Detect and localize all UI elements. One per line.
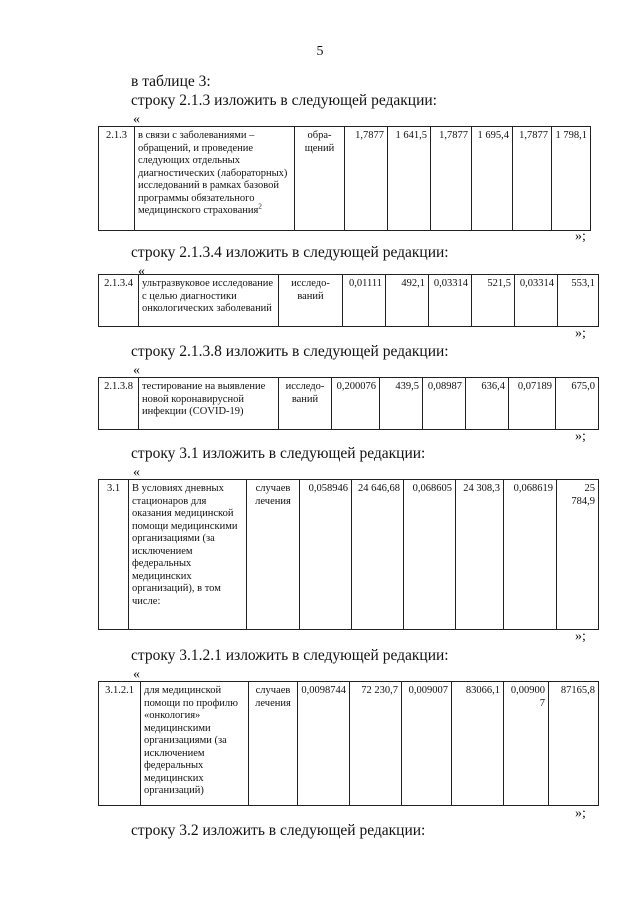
table-row-2-1-3-8 bbox=[98, 377, 599, 430]
open-quote: « bbox=[133, 112, 140, 127]
row-name: В условиях дневных стационаров для оказания медицинской помощи медицинскими организациями (за исключением федеральных медицинских организаций), в том числе: bbox=[129, 480, 247, 630]
table-row-2-1-3-4 bbox=[98, 274, 599, 327]
row-unit: случаев лечения bbox=[249, 682, 298, 806]
row-code: 3.1.2.1 bbox=[99, 682, 141, 806]
value-4: 636,4 bbox=[466, 378, 509, 430]
value-1: 0,058946 bbox=[300, 480, 352, 630]
value-4: 83066,1 bbox=[452, 682, 504, 806]
value-4: 521,5 bbox=[472, 275, 515, 327]
heading-2-1-3-4: строку 2.1.3.4 изложить в следующей редакции: bbox=[131, 244, 449, 261]
row-name: ультразвуковое исследование с целью диагностики онкологических заболеваний bbox=[139, 275, 279, 327]
table-row-3-1-2-1 bbox=[98, 681, 599, 806]
value-6: 25 784,9 bbox=[557, 480, 599, 630]
value-6: 553,1 bbox=[558, 275, 599, 327]
row-code: 2.1.3 bbox=[99, 127, 135, 231]
value-2: 72 230,7 bbox=[350, 682, 402, 806]
close-quote: »; bbox=[575, 629, 586, 644]
heading-3-2: строку 3.2 изложить в следующей редакции: bbox=[131, 822, 426, 839]
value-3: 1,7877 bbox=[431, 127, 472, 231]
value-5: 0,07189 bbox=[509, 378, 556, 430]
value-2: 24 646,68 bbox=[352, 480, 404, 630]
close-quote: »; bbox=[575, 806, 586, 821]
row-unit: исследо-ваний bbox=[279, 275, 343, 327]
row-unit: случаев лечения bbox=[247, 480, 300, 630]
value-3: 0,08987 bbox=[423, 378, 466, 430]
value-4: 24 308,3 bbox=[456, 480, 504, 630]
value-6: 675,0 bbox=[556, 378, 599, 430]
value-6: 1 798,1 bbox=[552, 127, 591, 231]
open-quote: « bbox=[133, 465, 140, 480]
row-name: для медицинской помощи по профилю «онкология» медицинскими организациями (за исключением федеральных медицинских организаций) bbox=[141, 682, 249, 806]
footnote-mark: 2 bbox=[258, 202, 262, 211]
value-4: 1 695,4 bbox=[472, 127, 513, 231]
open-quote: « bbox=[133, 363, 140, 378]
value-2: 1 641,5 bbox=[388, 127, 431, 231]
row-name bbox=[135, 127, 295, 231]
row-unit: обра-щений bbox=[295, 127, 345, 231]
value-5: 0,068619 bbox=[504, 480, 557, 630]
value-5: 0,03314 bbox=[515, 275, 558, 327]
value-1: 1,7877 bbox=[345, 127, 388, 231]
row-code: 3.1 bbox=[99, 480, 129, 630]
heading-3-1-2-1: строку 3.1.2.1 изложить в следующей редакции: bbox=[131, 647, 449, 664]
intro-text: в таблице 3: bbox=[131, 73, 211, 90]
close-quote: »; bbox=[575, 326, 586, 341]
value-1: 0,200076 bbox=[332, 378, 380, 430]
value-3: 0,068605 bbox=[404, 480, 456, 630]
open-quote: « bbox=[138, 264, 145, 279]
page-number: 5 bbox=[316, 44, 324, 59]
row-code: 2.1.3.8 bbox=[99, 378, 139, 430]
heading-2-1-3-8: строку 2.1.3.8 изложить в следующей редакции: bbox=[131, 343, 449, 360]
value-6: 87165,8 bbox=[549, 682, 599, 806]
value-5: 0,009007 bbox=[504, 682, 549, 806]
close-quote: »; bbox=[575, 429, 586, 444]
row-unit: исследо-ваний bbox=[279, 378, 332, 430]
value-2: 492,1 bbox=[386, 275, 429, 327]
table-row-3-1 bbox=[98, 479, 599, 630]
value-3: 0,009007 bbox=[402, 682, 452, 806]
heading-3-1: строку 3.1 изложить в следующей редакции: bbox=[131, 445, 426, 462]
value-2: 439,5 bbox=[380, 378, 423, 430]
value-1: 0,01111 bbox=[343, 275, 386, 327]
row-code: 2.1.3.4 bbox=[99, 275, 139, 327]
heading-2-1-3: строку 2.1.3 изложить в следующей редакции: bbox=[131, 92, 437, 109]
open-quote: « bbox=[133, 667, 140, 682]
close-quote: »; bbox=[575, 229, 586, 244]
value-1: 0,0098744 bbox=[298, 682, 350, 806]
value-3: 0,03314 bbox=[429, 275, 472, 327]
table-row-2-1-3 bbox=[98, 126, 591, 231]
row-name-text: в связи с заболеваниями – обращений, и проведение следующих отдельных диагностических (лабораторных) исследований в рамках базовой программы обязательного медицинского страхования bbox=[138, 130, 288, 216]
row-name: тестирование на выявление новой коронавирусной инфекции (COVID-19) bbox=[139, 378, 279, 430]
value-5: 1,7877 bbox=[513, 127, 552, 231]
